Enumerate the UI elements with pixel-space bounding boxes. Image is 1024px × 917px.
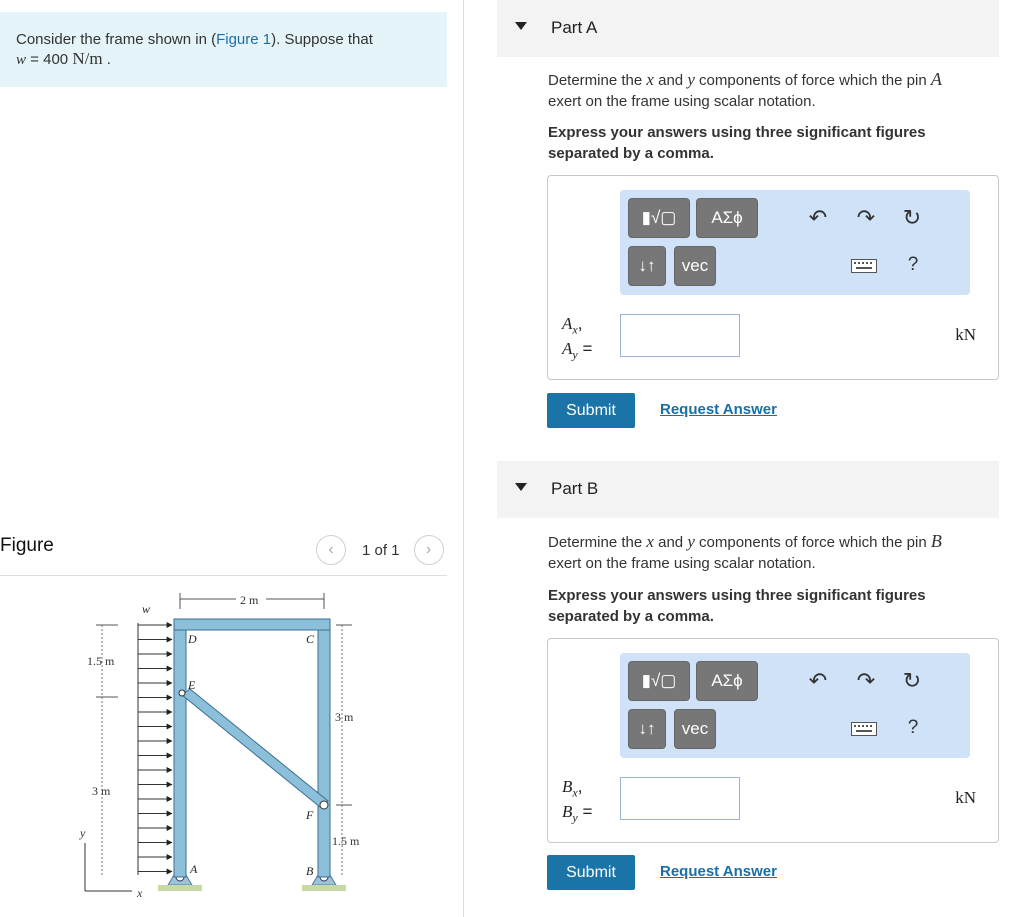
part-a-instruction: Express your answers using three significant figures separated by a comma. [548, 124, 926, 162]
part-a-answer-input[interactable] [620, 314, 740, 357]
part-b-answer-input[interactable] [620, 777, 740, 820]
column-divider [463, 0, 464, 917]
dim-3m-left-label: 3 m [92, 784, 111, 798]
q-pin: A [930, 69, 942, 89]
q-pin: B [930, 531, 942, 551]
greek-symbols-icon: ΑΣϕ [711, 208, 743, 227]
part-a-submit-button[interactable]: Submit [547, 393, 635, 428]
dim-top-label: 2 m [240, 593, 259, 607]
math-toolbar [620, 190, 970, 295]
var-1-sub: x [572, 785, 578, 800]
dim-3m-right-label: 3 m [335, 710, 354, 724]
subsup-button[interactable] [628, 709, 666, 749]
part-a-unit: kN [955, 325, 976, 344]
template-button[interactable] [628, 198, 690, 238]
label-a: A [190, 862, 198, 876]
label-d: D [188, 632, 197, 646]
load-value: = 400 [26, 51, 73, 68]
q-and: and [653, 534, 688, 551]
undo-icon[interactable]: ↶ [808, 668, 828, 693]
frame-figure [70, 585, 370, 910]
var-1: A [562, 314, 573, 333]
undo-icon[interactable]: ↶ [808, 205, 828, 230]
part-b-instruction: Express your answers using three significant figures separated by a comma. [548, 587, 926, 625]
collapse-triangle-icon [515, 483, 527, 491]
q-text: Determine the [548, 534, 647, 551]
q-post: exert on the frame using scalar notation. [548, 93, 816, 110]
math-toolbar [620, 653, 970, 758]
collapse-triangle-icon [515, 22, 527, 30]
part-a-header[interactable] [497, 0, 999, 57]
greek-button[interactable] [696, 198, 758, 238]
q-text: Determine the [548, 72, 647, 89]
q-mid: components of force which the pin [694, 72, 931, 89]
label-f: F [306, 808, 314, 822]
left-panel [0, 0, 447, 917]
part-b-submit-button[interactable]: Submit [547, 855, 635, 890]
part-a-title: Part A [551, 18, 598, 37]
load-unit: N/m [72, 49, 103, 68]
label-b: B [306, 864, 314, 878]
dim-15m-left-label: 1.5 m [87, 654, 115, 668]
part-b-variables-label: $B_x$, $B_y$ = [562, 777, 593, 825]
part-a-variables-label: $A_x$, $A_y$ = [562, 314, 593, 362]
axis-y-label: y [80, 826, 86, 840]
vec-label: vec [681, 719, 709, 738]
axes [79, 826, 143, 900]
chevron-left-icon: ‹ [328, 541, 334, 558]
greek-button[interactable] [696, 661, 758, 701]
next-figure-button[interactable] [414, 535, 444, 565]
redo-icon[interactable]: ↷ [856, 205, 876, 230]
reset-icon[interactable]: ↻ [902, 205, 922, 230]
radical-template-icon: ▮√▢ [641, 671, 677, 690]
part-b-unit: kN [955, 788, 976, 807]
problem-text-after: ). Suppose that [271, 31, 373, 48]
pager-text: 1 of 1 [362, 541, 400, 559]
part-b-request-answer-link[interactable]: Request Answer [660, 863, 777, 880]
part-b-answer-box [547, 638, 999, 843]
label-e: E [188, 678, 196, 692]
q-post: exert on the frame using scalar notation. [548, 555, 816, 572]
radical-template-icon: ▮√▢ [641, 208, 677, 227]
q-x: x [646, 532, 654, 551]
axis-x-label: x [137, 886, 143, 900]
figure-divider [0, 575, 447, 576]
label-c: C [306, 632, 315, 646]
redo-icon[interactable]: ↷ [856, 668, 876, 693]
part-b-title: Part B [551, 479, 599, 498]
prev-figure-button[interactable] [316, 535, 346, 565]
var-2: B [562, 802, 573, 822]
updown-arrows-icon: ↓↑ [638, 719, 656, 738]
var-1-sub: x [572, 322, 578, 337]
vec-button[interactable] [674, 246, 716, 286]
dim-15m-right-label: 1.5 m [332, 834, 360, 848]
frame-members [174, 619, 330, 877]
q-mid: components of force which the pin [694, 534, 931, 551]
help-button[interactable]: ? [907, 254, 919, 275]
template-button[interactable] [628, 661, 690, 701]
part-b-header[interactable] [497, 461, 999, 518]
dim-left [87, 625, 118, 877]
var-2-sub: y [572, 810, 578, 825]
dim-top [180, 592, 324, 609]
figure-pager [316, 535, 444, 565]
label-w: w [142, 602, 151, 616]
var-2-sub: y [572, 347, 578, 362]
distributed-load [138, 623, 172, 875]
chevron-right-icon: › [425, 541, 432, 558]
figure-title: Figure [0, 535, 54, 556]
vec-label: vec [681, 256, 709, 275]
keyboard-icon[interactable] [850, 719, 878, 739]
problem-statement [0, 12, 447, 87]
q-y: y [687, 532, 695, 551]
greek-symbols-icon: ΑΣϕ [711, 671, 743, 690]
help-button[interactable]: ? [907, 717, 919, 738]
load-variable: w [16, 52, 27, 68]
problem-text: Consider the frame shown in ( [16, 31, 217, 48]
vec-button[interactable] [674, 709, 716, 749]
var-2: A [562, 339, 573, 359]
part-a-answer-box [547, 175, 999, 380]
keyboard-icon[interactable] [850, 256, 878, 276]
figure-link[interactable]: Figure 1 [216, 31, 272, 48]
part-b-question [548, 531, 998, 574]
dim-right [332, 625, 360, 877]
updown-arrows-icon: ↓↑ [638, 256, 656, 275]
var-1: B [562, 777, 573, 796]
reset-icon[interactable]: ↻ [902, 668, 922, 693]
part-a-question [548, 69, 998, 112]
period: . [102, 51, 111, 68]
q-and: and [653, 72, 688, 89]
subsup-button[interactable] [628, 246, 666, 286]
q-x: x [646, 70, 654, 89]
q-y: y [687, 70, 695, 89]
part-a-request-answer-link[interactable]: Request Answer [660, 401, 777, 418]
